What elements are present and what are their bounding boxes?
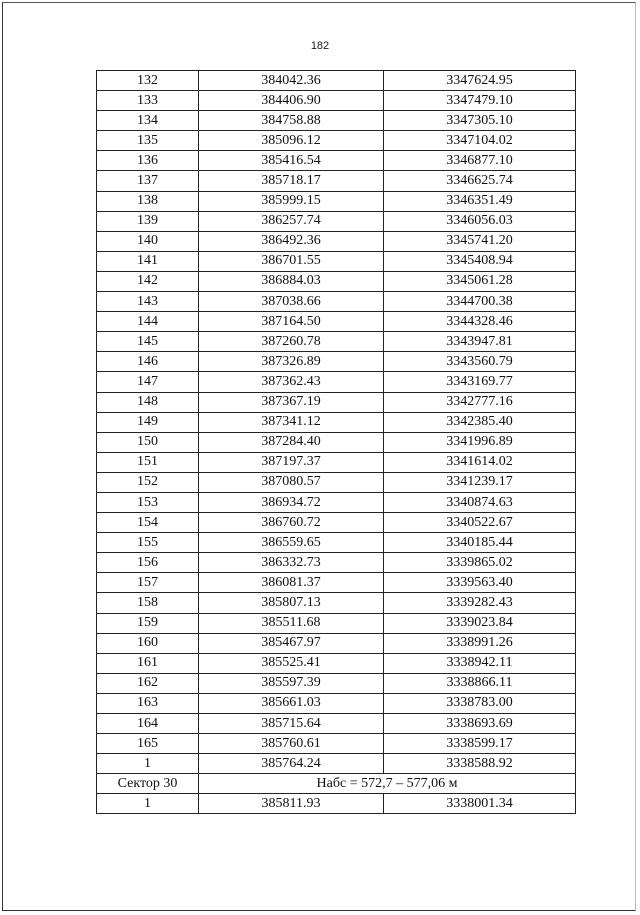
y-coordinate-cell: 3338942.11 bbox=[384, 653, 576, 673]
y-coordinate-cell: 3338991.26 bbox=[384, 633, 576, 653]
y-coordinate-cell: 3344700.38 bbox=[384, 292, 576, 312]
y-coordinate-cell: 3339563.40 bbox=[384, 573, 576, 593]
y-coordinate-cell: 3342385.40 bbox=[384, 412, 576, 432]
table-row bbox=[97, 432, 576, 452]
point-number-cell: 155 bbox=[97, 533, 199, 553]
x-coordinate-cell: 384042.36 bbox=[199, 71, 384, 91]
table-row bbox=[97, 372, 576, 392]
point-number-cell: 142 bbox=[97, 271, 199, 291]
table-row bbox=[97, 271, 576, 291]
y-coordinate-cell: 3341239.17 bbox=[384, 472, 576, 492]
x-coordinate-cell: 385467.97 bbox=[199, 633, 384, 653]
point-number-cell: 1 bbox=[97, 754, 199, 774]
x-coordinate-cell: 386081.37 bbox=[199, 573, 384, 593]
sector-label-cell: Сектор 30 bbox=[97, 774, 199, 794]
x-coordinate-cell: 385811.93 bbox=[199, 794, 384, 814]
table-row bbox=[97, 91, 576, 111]
point-number-cell: 141 bbox=[97, 251, 199, 271]
point-number-cell: 159 bbox=[97, 613, 199, 633]
table-row bbox=[97, 412, 576, 432]
x-coordinate-cell: 387164.50 bbox=[199, 312, 384, 332]
x-coordinate-cell: 386559.65 bbox=[199, 533, 384, 553]
table-row bbox=[97, 452, 576, 472]
y-coordinate-cell: 3343947.81 bbox=[384, 332, 576, 352]
x-coordinate-cell: 387038.66 bbox=[199, 292, 384, 312]
x-coordinate-cell: 386492.36 bbox=[199, 231, 384, 251]
table-row bbox=[97, 71, 576, 91]
x-coordinate-cell: 385416.54 bbox=[199, 151, 384, 171]
point-number-cell: 133 bbox=[97, 91, 199, 111]
table-row bbox=[97, 633, 576, 653]
x-coordinate-cell: 386332.73 bbox=[199, 553, 384, 573]
point-number-cell: 158 bbox=[97, 593, 199, 613]
y-coordinate-cell: 3344328.46 bbox=[384, 312, 576, 332]
table-row bbox=[97, 111, 576, 131]
x-coordinate-cell: 387284.40 bbox=[199, 432, 384, 452]
x-coordinate-cell: 385597.39 bbox=[199, 673, 384, 693]
y-coordinate-cell: 3338599.17 bbox=[384, 734, 576, 754]
x-coordinate-cell: 385511.68 bbox=[199, 613, 384, 633]
point-number-cell: 162 bbox=[97, 673, 199, 693]
y-coordinate-cell: 3338693.69 bbox=[384, 714, 576, 734]
y-coordinate-cell: 3347624.95 bbox=[384, 71, 576, 91]
x-coordinate-cell: 384406.90 bbox=[199, 91, 384, 111]
table-row bbox=[97, 693, 576, 713]
table-row bbox=[97, 573, 576, 593]
x-coordinate-cell: 387326.89 bbox=[199, 352, 384, 372]
y-coordinate-cell: 3346351.49 bbox=[384, 191, 576, 211]
x-coordinate-cell: 385718.17 bbox=[199, 171, 384, 191]
y-coordinate-cell: 3339282.43 bbox=[384, 593, 576, 613]
y-coordinate-cell: 3346877.10 bbox=[384, 151, 576, 171]
x-coordinate-cell: 385096.12 bbox=[199, 131, 384, 151]
y-coordinate-cell: 3346056.03 bbox=[384, 211, 576, 231]
point-number-cell: 154 bbox=[97, 513, 199, 533]
table-row bbox=[97, 191, 576, 211]
y-coordinate-cell: 3343560.79 bbox=[384, 352, 576, 372]
y-coordinate-cell: 3339865.02 bbox=[384, 553, 576, 573]
x-coordinate-cell: 387341.12 bbox=[199, 412, 384, 432]
y-coordinate-cell: 3346625.74 bbox=[384, 171, 576, 191]
y-coordinate-cell: 3338866.11 bbox=[384, 673, 576, 693]
y-coordinate-cell: 3347479.10 bbox=[384, 91, 576, 111]
x-coordinate-cell: 385715.64 bbox=[199, 714, 384, 734]
point-number-cell: 165 bbox=[97, 734, 199, 754]
point-number-cell: 136 bbox=[97, 151, 199, 171]
table-row bbox=[97, 352, 576, 372]
table-row bbox=[97, 211, 576, 231]
table-row bbox=[97, 492, 576, 512]
table-row bbox=[97, 251, 576, 271]
y-coordinate-cell: 3340874.63 bbox=[384, 492, 576, 512]
x-coordinate-cell: 386257.74 bbox=[199, 211, 384, 231]
x-coordinate-cell: 385764.24 bbox=[199, 754, 384, 774]
point-number-cell: 164 bbox=[97, 714, 199, 734]
y-coordinate-cell: 3342777.16 bbox=[384, 392, 576, 412]
table-row bbox=[97, 673, 576, 693]
point-number-cell: 134 bbox=[97, 111, 199, 131]
point-number-cell: 139 bbox=[97, 211, 199, 231]
x-coordinate-cell: 385807.13 bbox=[199, 593, 384, 613]
table-row bbox=[97, 472, 576, 492]
x-coordinate-cell: 387362.43 bbox=[199, 372, 384, 392]
sector-header-row bbox=[97, 774, 576, 794]
x-coordinate-cell: 385525.41 bbox=[199, 653, 384, 673]
page-number: 182 bbox=[310, 40, 330, 52]
table-row bbox=[97, 613, 576, 633]
point-number-cell: 153 bbox=[97, 492, 199, 512]
point-number-cell: 157 bbox=[97, 573, 199, 593]
table-row bbox=[97, 231, 576, 251]
x-coordinate-cell: 386934.72 bbox=[199, 492, 384, 512]
x-coordinate-cell: 385999.15 bbox=[199, 191, 384, 211]
x-coordinate-cell: 386701.55 bbox=[199, 251, 384, 271]
table-row bbox=[97, 392, 576, 412]
x-coordinate-cell: 385661.03 bbox=[199, 693, 384, 713]
point-number-cell: 147 bbox=[97, 372, 199, 392]
point-number-cell: 146 bbox=[97, 352, 199, 372]
table-row bbox=[97, 794, 576, 814]
point-number-cell: 152 bbox=[97, 472, 199, 492]
sector-height-cell: Набс = 572,7 – 577,06 м bbox=[199, 774, 576, 794]
coordinates-table-body bbox=[97, 71, 576, 814]
y-coordinate-cell: 3338588.92 bbox=[384, 754, 576, 774]
x-coordinate-cell: 384758.88 bbox=[199, 111, 384, 131]
point-number-cell: 1 bbox=[97, 794, 199, 814]
table-row bbox=[97, 754, 576, 774]
table-row bbox=[97, 151, 576, 171]
point-number-cell: 149 bbox=[97, 412, 199, 432]
table-row bbox=[97, 714, 576, 734]
table-row bbox=[97, 653, 576, 673]
point-number-cell: 137 bbox=[97, 171, 199, 191]
table-row bbox=[97, 553, 576, 573]
point-number-cell: 151 bbox=[97, 452, 199, 472]
y-coordinate-cell: 3340522.67 bbox=[384, 513, 576, 533]
table-row bbox=[97, 292, 576, 312]
y-coordinate-cell: 3338783.00 bbox=[384, 693, 576, 713]
y-coordinate-cell: 3345408.94 bbox=[384, 251, 576, 271]
table-row bbox=[97, 312, 576, 332]
point-number-cell: 135 bbox=[97, 131, 199, 151]
y-coordinate-cell: 3341996.89 bbox=[384, 432, 576, 452]
table-row bbox=[97, 734, 576, 754]
y-coordinate-cell: 3340185.44 bbox=[384, 533, 576, 553]
coordinates-table bbox=[96, 70, 576, 814]
y-coordinate-cell: 3345741.20 bbox=[384, 231, 576, 251]
x-coordinate-cell: 387080.57 bbox=[199, 472, 384, 492]
point-number-cell: 161 bbox=[97, 653, 199, 673]
table-row bbox=[97, 131, 576, 151]
x-coordinate-cell: 386760.72 bbox=[199, 513, 384, 533]
x-coordinate-cell: 387197.37 bbox=[199, 452, 384, 472]
table-row bbox=[97, 513, 576, 533]
x-coordinate-cell: 385760.61 bbox=[199, 734, 384, 754]
y-coordinate-cell: 3347104.02 bbox=[384, 131, 576, 151]
table-row bbox=[97, 593, 576, 613]
table-row bbox=[97, 533, 576, 553]
x-coordinate-cell: 386884.03 bbox=[199, 271, 384, 291]
y-coordinate-cell: 3345061.28 bbox=[384, 271, 576, 291]
table-row bbox=[97, 171, 576, 191]
y-coordinate-cell: 3339023.84 bbox=[384, 613, 576, 633]
point-number-cell: 145 bbox=[97, 332, 199, 352]
table-row bbox=[97, 332, 576, 352]
point-number-cell: 132 bbox=[97, 71, 199, 91]
point-number-cell: 163 bbox=[97, 693, 199, 713]
point-number-cell: 140 bbox=[97, 231, 199, 251]
point-number-cell: 144 bbox=[97, 312, 199, 332]
point-number-cell: 138 bbox=[97, 191, 199, 211]
point-number-cell: 148 bbox=[97, 392, 199, 412]
y-coordinate-cell: 3341614.02 bbox=[384, 452, 576, 472]
y-coordinate-cell: 3343169.77 bbox=[384, 372, 576, 392]
y-coordinate-cell: 3338001.34 bbox=[384, 794, 576, 814]
point-number-cell: 143 bbox=[97, 292, 199, 312]
x-coordinate-cell: 387367.19 bbox=[199, 392, 384, 412]
point-number-cell: 156 bbox=[97, 553, 199, 573]
point-number-cell: 150 bbox=[97, 432, 199, 452]
x-coordinate-cell: 387260.78 bbox=[199, 332, 384, 352]
y-coordinate-cell: 3347305.10 bbox=[384, 111, 576, 131]
point-number-cell: 160 bbox=[97, 633, 199, 653]
